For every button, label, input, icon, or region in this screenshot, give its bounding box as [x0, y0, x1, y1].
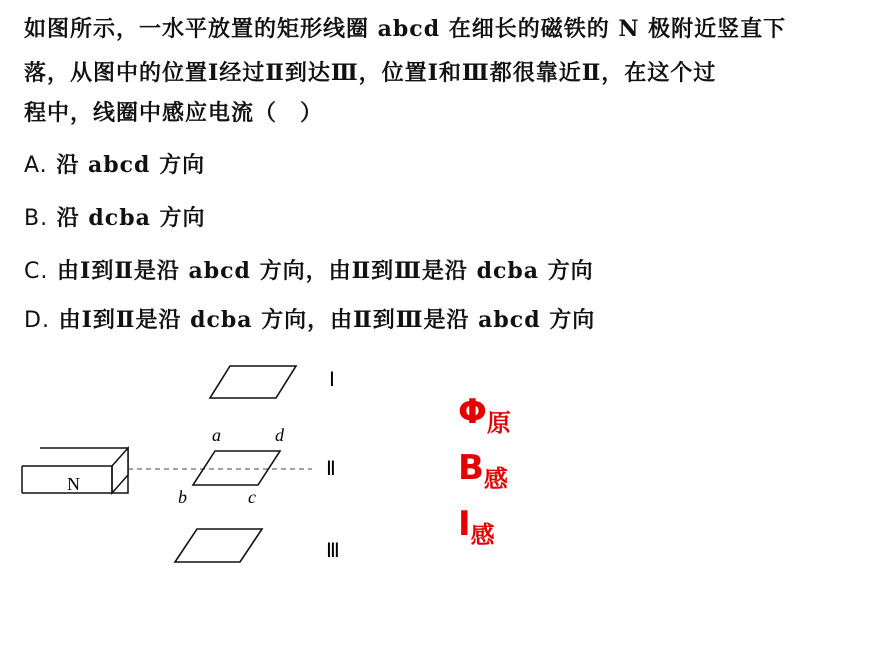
question-line-1: 如图所示，一水平放置的矩形线圈 abcd 在细长的磁铁的 N 极附近竖直下	[24, 16, 787, 42]
corner-label-b: b	[178, 487, 187, 507]
corner-label-a: a	[212, 425, 221, 445]
physics-figure	[0, 350, 440, 580]
option-text: 沿 dcba 方向	[56, 205, 206, 231]
annotation-sub: 感	[483, 465, 508, 493]
option-b[interactable]	[24, 203, 206, 234]
corner-label-d: d	[275, 425, 284, 445]
option-text: 沿 abcd 方向	[56, 152, 206, 178]
annotation-sub: 感	[470, 521, 495, 549]
annotation-sub: 原	[486, 409, 511, 437]
option-letter: B.	[24, 206, 49, 231]
question-line-3: 程中，线圈中感应电流（ ）	[24, 100, 324, 126]
option-text: 由Ⅰ到Ⅱ是沿 abcd 方向，由Ⅱ到Ⅲ是沿 dcba 方向	[57, 258, 594, 284]
option-a[interactable]	[24, 150, 205, 181]
question-line-2: 落，从图中的位置Ⅰ经过Ⅱ到达Ⅲ，位置Ⅰ和Ⅲ都很靠近Ⅱ，在这个过	[24, 60, 717, 86]
coil-position-3	[175, 529, 262, 562]
option-c[interactable]	[24, 256, 594, 287]
annotation-i-induced	[458, 504, 495, 549]
position-label-1: Ⅰ	[329, 369, 335, 391]
corner-label-c: c	[248, 487, 256, 507]
option-letter: C.	[24, 259, 49, 284]
annotation-b-induced	[458, 448, 508, 493]
magnet-label: N	[67, 474, 80, 494]
option-d[interactable]	[24, 305, 595, 336]
annotation-main: I	[458, 504, 471, 544]
coil-position-2	[193, 451, 280, 485]
annotation-phi-original	[458, 392, 511, 437]
position-label-2: Ⅱ	[326, 458, 336, 480]
coil-position-1	[210, 366, 296, 398]
option-letter: A.	[24, 153, 48, 178]
annotation-main: B	[458, 448, 484, 488]
annotation-main: Φ	[458, 392, 487, 432]
option-letter: D.	[24, 308, 50, 333]
option-text: 由Ⅰ到Ⅱ是沿 dcba 方向，由Ⅱ到Ⅲ是沿 abcd 方向	[58, 307, 596, 333]
position-label-3: Ⅲ	[326, 540, 340, 562]
